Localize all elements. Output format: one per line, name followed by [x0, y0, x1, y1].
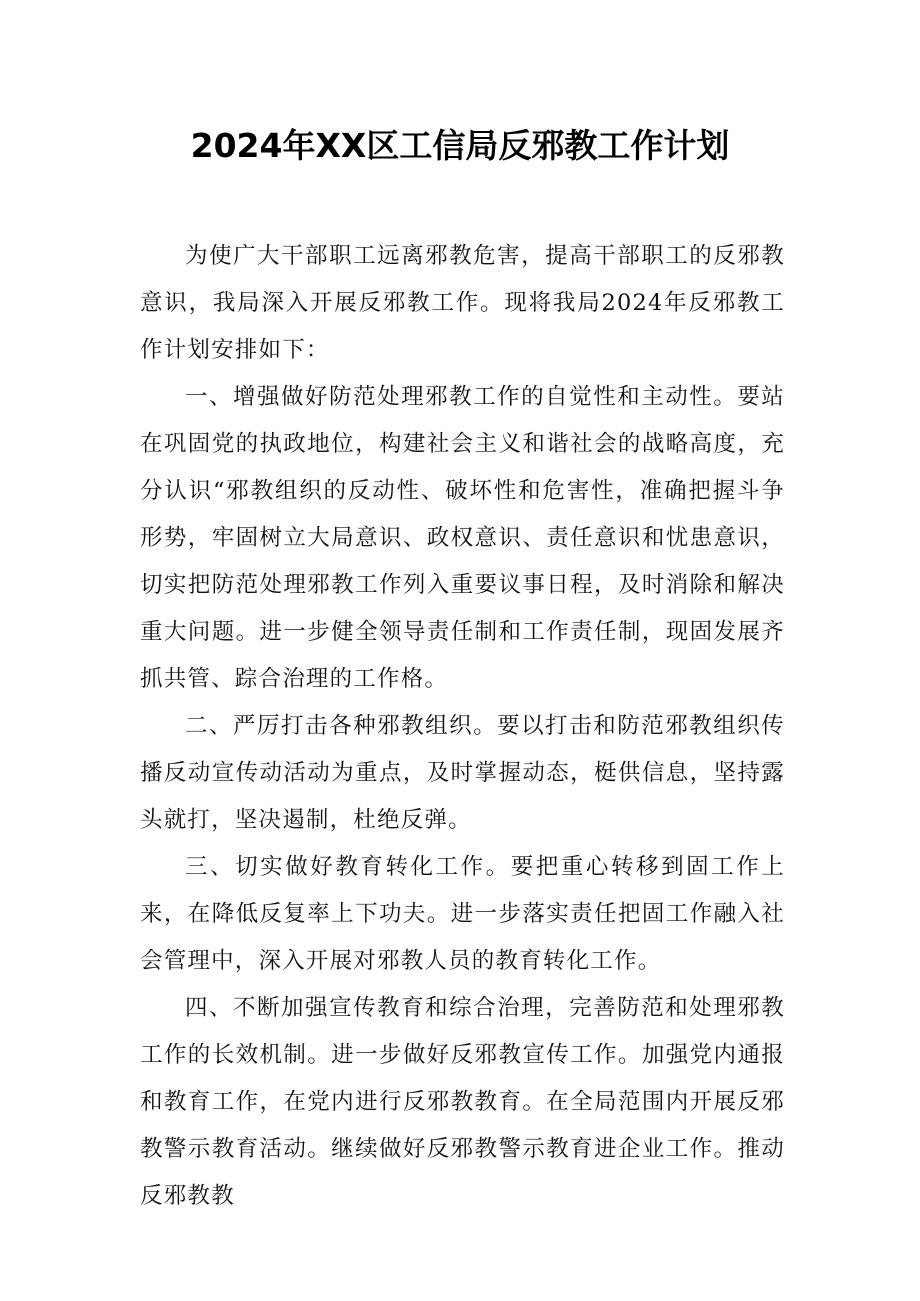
section-1-paragraph: 一、增强做好防范处理邪教工作的自觉性和主动性。要站在巩固党的执政地位，构建社会主义和谐社会的战略高度，充分认识“邪教组织的反动性、破坏性和危害性，准确把握斗争形势，牢固树立大局意识、政权意识、责任意识和忧患意识，切实把防范处理邪教工作列入重要议事日程，及时消除和解决重大问题。进一步健全领导责任制和工作责任制，现固发展齐抓共管、踪合治理的工作格。 [140, 384, 785, 692]
intro-paragraph: 为使广大干部职工远离邪教危害，提高干部职工的反邪教意识，我局深入开展反邪教工作。现将我局2024年反邪教工作计划安排如下： [140, 243, 785, 363]
document-body [140, 233, 785, 1220]
document-title: 2024年XX区工信局反邪教工作计划 [190, 126, 730, 165]
section-3-paragraph: 三、切实做好教育转化工作。要把重心转移到固工作上来，在降低反复率上下功夫。进一步落实责任把固工作融入社会管理中，深入开展对邪教人员的教育转化工作。 [140, 854, 785, 974]
section-2-paragraph: 二、严厉打击各种邪教组织。要以打击和防范邪教组织传播反动宣传动活动为重点，及时掌握动态，梃供信息，坚持露头就打，坚决遏制，杜绝反弹。 [140, 713, 785, 833]
section-4-paragraph: 四、不断加强宣传教育和综合治理，完善防范和处理邪教工作的长效机制。进一步做好反邪教宣传工作。加强党内通报和教育工作，在党内进行反邪教教育。在全局范围内开展反邪教警示教育活动。继续做好反邪教警示教育进企业工作。推动反邪教教 [140, 995, 785, 1209]
